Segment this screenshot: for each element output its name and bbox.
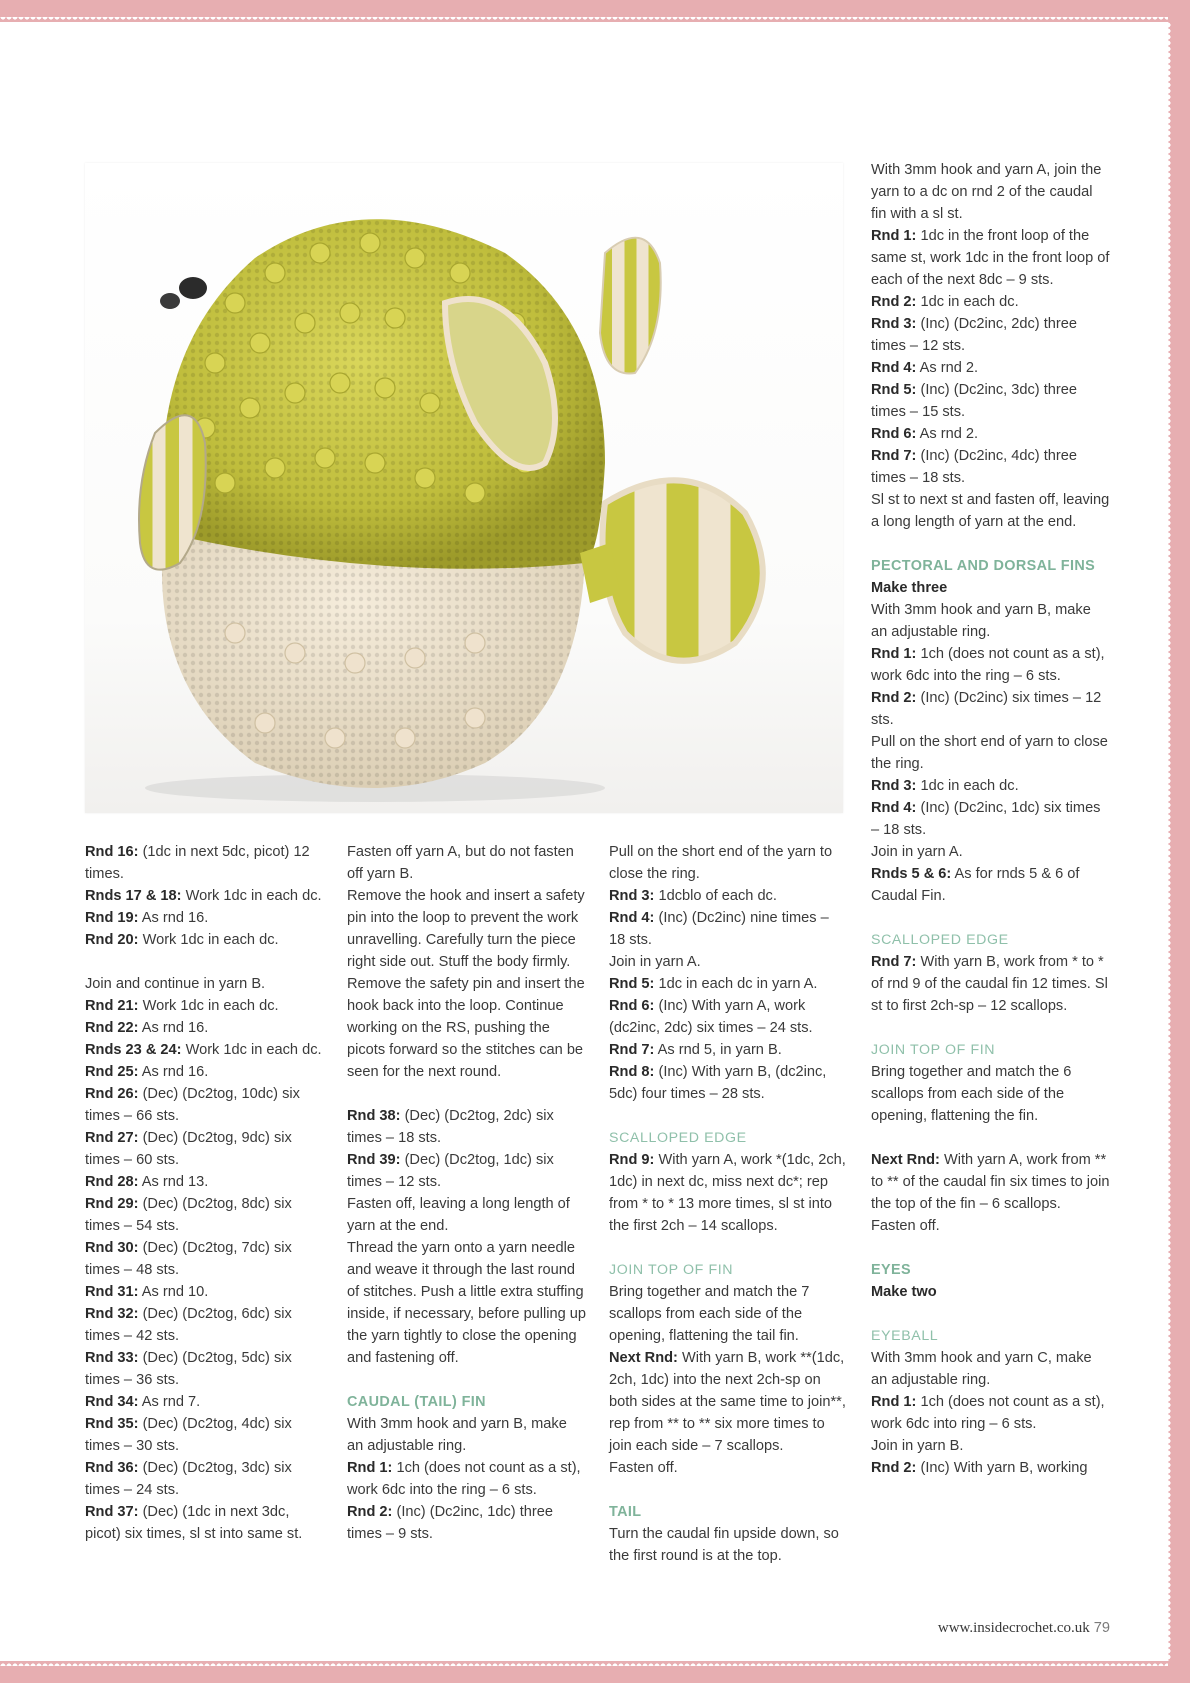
section-heading: PECTORAL AND DORSAL FINS — [871, 558, 1096, 574]
paragraph-gap — [347, 1369, 587, 1391]
instruction-text: (Dec) (Dc2tog, 6dc) six times – 42 sts. — [85, 1306, 292, 1344]
instruction-text: As rnd 16. — [138, 910, 209, 926]
instruction-text: Fasten off, leaving a long length of yarn at the end. — [347, 1196, 570, 1234]
instruction-text: 1dc in each dc. — [916, 294, 1019, 310]
section-heading: JOIN TOP OF FIN — [871, 1042, 996, 1058]
instruction-line — [871, 863, 1111, 907]
instruction-line — [85, 1391, 325, 1413]
round-label: Rnd 30: — [85, 1240, 139, 1256]
round-label: Rnd 37: — [85, 1504, 139, 1520]
instruction-line — [871, 599, 1111, 643]
instruction-line — [347, 1457, 587, 1501]
instruction-line — [871, 797, 1111, 841]
instruction-line — [871, 489, 1111, 533]
round-label: Rnd 38: — [347, 1108, 401, 1124]
round-label: Rnd 3: — [871, 316, 917, 332]
instruction-text: (Dec) (1dc in next 3dc, picot) six times, sl st into same st. — [85, 1504, 303, 1542]
instruction-text: (Dec) (Dc2tog, 8dc) six times – 54 sts. — [85, 1196, 292, 1234]
instructions-column-3 — [609, 841, 849, 1567]
instruction-line — [609, 1149, 849, 1237]
instruction-text: Bring together and match the 6 scallops from each side of the opening, flattening the fin. — [871, 1064, 1072, 1124]
instruction-line — [871, 291, 1111, 313]
decorative-border-bottom — [0, 1661, 1190, 1683]
instruction-line — [871, 1391, 1111, 1435]
instruction-line — [609, 995, 849, 1039]
round-label: Rnd 25: — [85, 1064, 139, 1080]
instruction-line — [871, 379, 1111, 423]
round-label: Rnd 33: — [85, 1350, 139, 1366]
instruction-text: (Inc) (Dc2inc, 1dc) three times – 9 sts. — [347, 1504, 553, 1542]
paragraph-gap — [871, 1017, 1111, 1039]
paragraph-gap — [347, 1083, 587, 1105]
instruction-text: (Inc) With yarn A, work (dc2inc, 2dc) six times – 24 sts. — [609, 998, 813, 1036]
instruction-line — [871, 423, 1111, 445]
instruction-line — [85, 1413, 325, 1457]
instruction-line — [347, 1237, 587, 1369]
instruction-line — [609, 885, 849, 907]
section-heading: EYES — [871, 1262, 911, 1278]
instruction-line — [85, 929, 325, 951]
round-label: Rnd 5: — [871, 382, 917, 398]
instruction-text: (Inc) (Dc2inc, 2dc) three times – 12 sts. — [871, 316, 1077, 354]
instruction-line — [85, 1237, 325, 1281]
instruction-text: With yarn B, work **(1dc, 2ch, 1dc) into the next 2ch-sp on both sides at the same time to join**, rep from ** to ** six more times to join each side – 7 scallops. — [609, 1350, 846, 1454]
paragraph-gap — [609, 1237, 849, 1259]
round-label: Rnd 31: — [85, 1284, 139, 1300]
instruction-text: Pull on the short end of yarn to close the ring. — [871, 734, 1108, 772]
round-label: Rnd 2: — [871, 690, 917, 706]
section-heading: JOIN TOP OF FIN — [609, 1262, 734, 1278]
instruction-text: Sl st to next st and fasten off, leaving a long length of yarn at the end. — [871, 492, 1110, 530]
round-label: Rnd 7: — [871, 954, 917, 970]
round-label: Next Rnd: — [871, 1152, 940, 1168]
round-label: Rnds 5 & 6: — [871, 866, 952, 882]
instruction-text: (Dec) (Dc2tog, 7dc) six times – 48 sts. — [85, 1240, 292, 1278]
instruction-line — [347, 1501, 587, 1545]
instruction-text: Bring together and match the 7 scallops from each side of the opening, flattening the tail fin. — [609, 1284, 810, 1344]
round-label: Rnd 2: — [871, 1460, 917, 1476]
instruction-text: Join in yarn A. — [609, 954, 701, 970]
section-heading: SCALLOPED EDGE — [609, 1130, 747, 1146]
instruction-line — [347, 1413, 587, 1457]
instruction-text: Fasten off yarn A, but do not fasten off yarn B. — [347, 844, 574, 882]
instruction-text: 1dc in the front loop of the same st, work 1dc in the front loop of each of the next 8dc – 9 sts. — [871, 228, 1110, 288]
instruction-text: (Inc) With yarn B, working — [916, 1460, 1088, 1476]
instruction-line — [871, 1457, 1111, 1479]
instruction-line — [85, 1347, 325, 1391]
instruction-line — [85, 1039, 325, 1061]
instruction-line — [871, 1435, 1111, 1457]
instruction-text: (Inc) (Dc2inc, 3dc) three times – 15 sts. — [871, 382, 1077, 420]
round-label: Rnd 7: — [609, 1042, 655, 1058]
instruction-text: With yarn A, work from ** to ** of the caudal fin six times to join the top of the fin – 6 scallops. — [871, 1152, 1110, 1212]
round-label: Rnd 27: — [85, 1130, 139, 1146]
instruction-text: Fasten off. — [871, 1218, 940, 1234]
instruction-text: Pull on the short end of the yarn to close the ring. — [609, 844, 833, 882]
round-label: Rnd 2: — [347, 1504, 393, 1520]
instruction-text: (Dec) (Dc2tog, 4dc) six times – 30 sts. — [85, 1416, 292, 1454]
instruction-text: (Inc) (Dc2inc) six times – 12 sts. — [871, 690, 1102, 728]
round-label: Rnd 1: — [871, 646, 917, 662]
page-number: 79 — [1093, 1620, 1110, 1636]
page-footer — [938, 1620, 1110, 1637]
paragraph-gap — [871, 907, 1111, 929]
round-label: Rnd 1: — [347, 1460, 393, 1476]
decorative-border-top — [0, 0, 1190, 22]
instruction-line — [347, 1149, 587, 1193]
instruction-text: (Inc) (Dc2inc, 1dc) six times – 18 sts. — [871, 800, 1101, 838]
instruction-text: As for rnds 5 & 6 of Caudal Fin. — [871, 866, 1080, 904]
instruction-text: Work 1dc in each dc. — [138, 932, 279, 948]
round-label: Rnd 2: — [871, 294, 917, 310]
round-label: Rnd 20: — [85, 932, 139, 948]
instruction-line — [871, 731, 1111, 775]
instruction-text: With 3mm hook and yarn B, make an adjustable ring. — [871, 602, 1091, 640]
instruction-line — [871, 643, 1111, 687]
instruction-line — [85, 1017, 325, 1039]
round-label: Rnd 39: — [347, 1152, 401, 1168]
instruction-text: (Dec) (Dc2tog, 3dc) six times – 24 sts. — [85, 1460, 292, 1498]
instruction-text: As rnd 2. — [916, 360, 979, 376]
instruction-text: Work 1dc in each dc. — [138, 998, 279, 1014]
round-label: Rnd 5: — [609, 976, 655, 992]
round-label: Rnd 7: — [871, 448, 917, 464]
instruction-text: As rnd 16. — [138, 1020, 209, 1036]
round-label: Rnds 17 & 18: — [85, 888, 182, 904]
paragraph-gap — [871, 1237, 1111, 1259]
paragraph-gap — [871, 1303, 1111, 1325]
round-label: Next Rnd: — [609, 1350, 678, 1366]
instruction-text: Work 1dc in each dc. — [181, 1042, 322, 1058]
section-subheading: Make two — [871, 1284, 937, 1300]
instruction-line — [871, 1347, 1111, 1391]
instruction-line — [85, 1281, 325, 1303]
instruction-line — [871, 1061, 1111, 1127]
instruction-text: (Inc) With yarn B, (dc2inc, 5dc) four times – 28 sts. — [609, 1064, 827, 1102]
instruction-line — [85, 1193, 325, 1237]
instruction-line — [85, 1083, 325, 1127]
instruction-text: 1ch (does not count as a st), work 6dc into the ring – 6 sts. — [871, 646, 1105, 684]
instruction-line — [85, 1171, 325, 1193]
round-label: Rnd 4: — [609, 910, 655, 926]
round-label: Rnd 16: — [85, 844, 139, 860]
paragraph-gap — [609, 1479, 849, 1501]
paragraph-gap — [871, 1127, 1111, 1149]
instruction-line — [347, 1193, 587, 1237]
instruction-text: Join and continue in yarn B. — [85, 976, 266, 992]
instruction-text: Remove the hook and insert a safety pin into the loop to prevent the work unravelling. Carefully turn the piece right side out. Stuff the body firmly. Remove the safety pin and insert the hook back into the loop. Continue working on the RS, pushing the picots forward so the stitches can be seen for the next round. — [347, 888, 585, 1080]
instruction-text: As rnd 5, in yarn B. — [654, 1042, 782, 1058]
round-label: Rnd 3: — [609, 888, 655, 904]
instruction-text: 1ch (does not count as a st), work 6dc into the ring – 6 sts. — [347, 1460, 581, 1498]
section-heading: CAUDAL (TAIL) FIN — [347, 1394, 486, 1410]
instruction-line — [85, 1303, 325, 1347]
instruction-line — [871, 687, 1111, 731]
round-label: Rnds 23 & 24: — [85, 1042, 182, 1058]
instruction-text: (Dec) (Dc2tog, 10dc) six times – 66 sts. — [85, 1086, 300, 1124]
round-label: Rnd 4: — [871, 800, 917, 816]
instruction-line — [609, 1039, 849, 1061]
instruction-line — [871, 1149, 1111, 1215]
instruction-line — [85, 973, 325, 995]
round-label: Rnd 9: — [609, 1152, 655, 1168]
instruction-text: (Inc) (Dc2inc) nine times – 18 sts. — [609, 910, 829, 948]
instruction-line — [609, 907, 849, 951]
instruction-line — [85, 907, 325, 929]
instruction-line — [609, 1061, 849, 1105]
instruction-text: 1ch (does not count as a st), work 6dc into ring – 6 sts. — [871, 1394, 1105, 1432]
round-label: Rnd 6: — [609, 998, 655, 1014]
instruction-line — [85, 841, 325, 885]
instruction-line — [871, 775, 1111, 797]
instruction-text: As rnd 10. — [138, 1284, 209, 1300]
instruction-line — [871, 357, 1111, 379]
round-label: Rnd 8: — [609, 1064, 655, 1080]
paragraph-gap — [85, 951, 325, 973]
instruction-line — [85, 885, 325, 907]
round-label: Rnd 36: — [85, 1460, 139, 1476]
round-label: Rnd 28: — [85, 1174, 139, 1190]
instruction-text: With 3mm hook and yarn B, make an adjustable ring. — [347, 1416, 567, 1454]
paragraph-gap — [609, 1105, 849, 1127]
instruction-line — [871, 445, 1111, 489]
instruction-line — [85, 1457, 325, 1501]
instructions-column-4 — [871, 159, 1111, 1479]
instruction-line — [85, 1127, 325, 1171]
instruction-text: As rnd 2. — [916, 426, 979, 442]
instruction-line — [609, 841, 849, 885]
instruction-text: (Inc) (Dc2inc, 4dc) three times – 18 sts. — [871, 448, 1077, 486]
instruction-line — [609, 973, 849, 995]
instruction-line — [609, 1457, 849, 1479]
instruction-line — [871, 313, 1111, 357]
round-label: Rnd 22: — [85, 1020, 139, 1036]
round-label: Rnd 3: — [871, 778, 917, 794]
instruction-text: (Dec) (Dc2tog, 1dc) six times – 12 sts. — [347, 1152, 554, 1190]
pufferfish-photo — [85, 163, 843, 813]
instruction-line — [609, 1523, 849, 1567]
instructions-column-1 — [85, 841, 325, 1545]
instruction-line — [85, 1501, 325, 1545]
round-label: Rnd 1: — [871, 228, 917, 244]
decorative-border-right — [1168, 0, 1190, 1683]
instruction-line — [871, 841, 1111, 863]
instruction-text: With yarn A, work *(1dc, 2ch, 1dc) in next dc, miss next dc*; rep from * to * 13 more times, sl st into the first 2ch – 14 scallops. — [609, 1152, 846, 1234]
section-heading: SCALLOPED EDGE — [871, 932, 1009, 948]
instruction-text: Join in yarn A. — [871, 844, 963, 860]
instruction-text: As rnd 13. — [138, 1174, 209, 1190]
instruction-text: As rnd 16. — [138, 1064, 209, 1080]
instruction-line — [347, 841, 587, 885]
website-url[interactable]: www.insidecrochet.co.uk — [937, 1620, 1090, 1636]
instruction-line — [609, 1281, 849, 1347]
round-label: Rnd 21: — [85, 998, 139, 1014]
instruction-text: Fasten off. — [609, 1460, 678, 1476]
instruction-line — [85, 995, 325, 1017]
instruction-text: With 3mm hook and yarn A, join the yarn to a dc on rnd 2 of the caudal fin with a sl st. — [871, 162, 1102, 222]
instruction-text: 1dc in each dc. — [916, 778, 1019, 794]
instructions-column-2 — [347, 841, 587, 1545]
round-label: Rnd 35: — [85, 1416, 139, 1432]
round-label: Rnd 4: — [871, 360, 917, 376]
instruction-text: 1dc in each dc in yarn A. — [654, 976, 818, 992]
round-label: Rnd 26: — [85, 1086, 139, 1102]
instruction-line — [609, 951, 849, 973]
instruction-text: 1dcblo of each dc. — [654, 888, 777, 904]
instruction-line — [85, 1061, 325, 1083]
section-heading: TAIL — [609, 1504, 642, 1520]
round-label: Rnd 1: — [871, 1394, 917, 1410]
round-label: Rnd 34: — [85, 1394, 139, 1410]
round-label: Rnd 32: — [85, 1306, 139, 1322]
instruction-text: Work 1dc in each dc. — [181, 888, 322, 904]
paragraph-gap — [871, 533, 1111, 555]
instruction-text: With 3mm hook and yarn C, make an adjustable ring. — [871, 1350, 1092, 1388]
instruction-text: (Dec) (Dc2tog, 5dc) six times – 36 sts. — [85, 1350, 292, 1388]
instruction-text: Thread the yarn onto a yarn needle and weave it through the last round of stitches. Push a little extra stuffing inside, if necessary, before pulling up the yarn tightly to close the opening and fastening off. — [347, 1240, 587, 1366]
instruction-text: As rnd 7. — [138, 1394, 201, 1410]
round-label: Rnd 29: — [85, 1196, 139, 1212]
section-heading: EYEBALL — [871, 1328, 939, 1344]
instruction-line — [347, 1105, 587, 1149]
instruction-line — [871, 159, 1111, 225]
round-label: Rnd 19: — [85, 910, 139, 926]
instruction-line — [871, 225, 1111, 291]
section-subheading: Make three — [871, 580, 948, 596]
round-label: Rnd 6: — [871, 426, 917, 442]
instruction-text: (Dec) (Dc2tog, 2dc) six times – 18 sts. — [347, 1108, 554, 1146]
instruction-text: (1dc in next 5dc, picot) 12 times. — [85, 844, 310, 882]
instruction-line — [871, 951, 1111, 1017]
instruction-text: (Dec) (Dc2tog, 9dc) six times – 60 sts. — [85, 1130, 292, 1168]
instruction-line — [347, 885, 587, 1083]
instruction-text: Join in yarn B. — [871, 1438, 964, 1454]
instruction-line — [609, 1347, 849, 1457]
instruction-text: Turn the caudal fin upside down, so the first round is at the top. — [609, 1526, 839, 1564]
instruction-line — [871, 1215, 1111, 1237]
instruction-text: With yarn B, work from * to * of rnd 9 of the caudal fin 12 times. Sl st to first 2ch-sp – 12 scallops. — [871, 954, 1108, 1014]
